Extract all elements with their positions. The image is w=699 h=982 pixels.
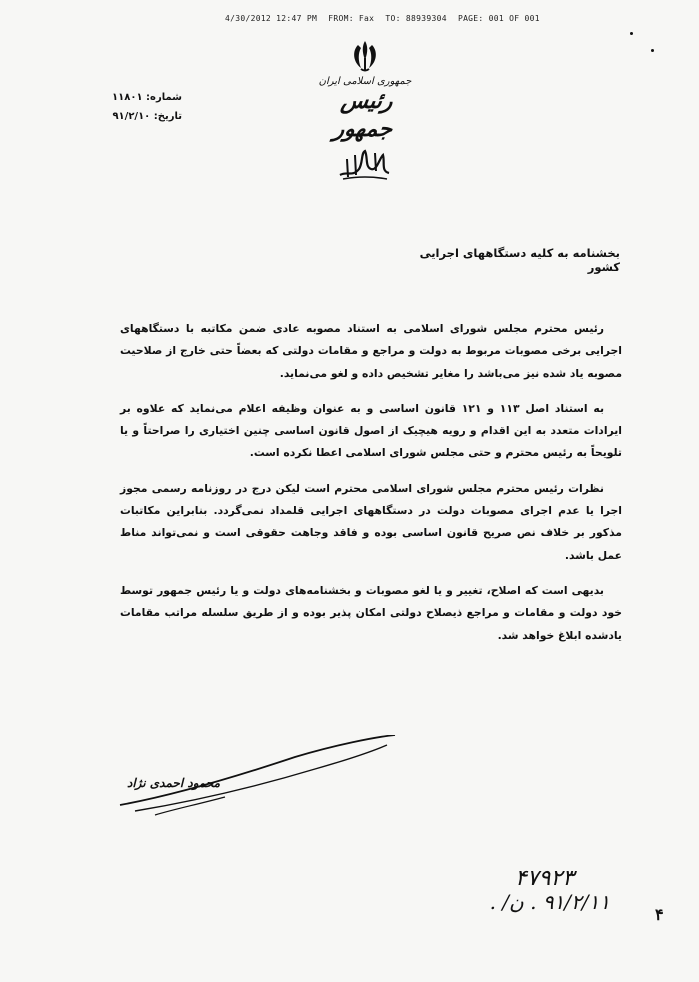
- reference-date: تاریخ: ۹۱/۲/۱۰: [112, 111, 182, 122]
- fax-from: FROM: Fax: [328, 14, 375, 23]
- country-line: جمهوری اسلامی ایران: [318, 76, 412, 87]
- speck: [630, 32, 633, 35]
- paragraph: نظرات رئیس محترم مجلس شورای اسلامی محترم است لیکن درج در روزنامه رسمی مجوز اجرا یا عدم اجرای مصوبات دولت در دستگاههای اجرایی قلمداد نمی‌گردد. بنابراین مکاتبات مذکور بر خلاف نص صریح قانون اساسی بوده و فاقد وجاهت حقوقی است و نمی‌تواند مناط عمل باشد.: [120, 481, 622, 562]
- paragraph: به استناد اصل ۱۱۳ و ۱۲۱ قانون اساسی و به عنوان وظیفه اعلام می‌نماید که علاوه بر ایرادات متعدد به این اقدام و رویه هیچیک از اصول قانون اساسی چنین اختیاری را صراحتاً و یا تلویحاً به رئیس محترم و حتی مجلس شورای اسلامی اعطا نکرده است.: [120, 401, 622, 460]
- letter-body: [120, 318, 622, 660]
- fax-datetime: 4/30/2012 12:47 PM: [225, 14, 318, 23]
- reference-block: [112, 88, 182, 126]
- speck: [651, 49, 654, 52]
- paragraph: رئیس محترم مجلس شورای اسلامی به استناد مصوبه عادی ضمن مکاتبه با دستگاههای اجرایی برخی مصوبات مربوط به دولت و مراجع و مقامات دولتی که بعضاً حتی خارج از صلاحیت مصوبه یاد شده نیز می‌باشد را مغایر تشخیص داده و لغو می‌نماید.: [120, 322, 622, 380]
- fax-to: TO: 88939304: [385, 14, 447, 23]
- letter-title: بخشنامه به کلیه دستگاههای اجرایی کشور: [419, 246, 620, 274]
- letterhead: [310, 38, 420, 183]
- iran-emblem-icon: [347, 38, 383, 74]
- fax-header: [225, 14, 546, 23]
- fax-page-count: PAGE: 001 OF 001: [457, 14, 540, 23]
- handwritten-number: ۴۷۹۲۳: [515, 866, 575, 891]
- paragraph: بدیهی است که اصلاح، تغییر و یا لغو مصوبات و بخشنامه‌های دولت و یا رئیس جمهور توسط خود دولت و مقامات و مراجع ذیصلاح دولتی امکان پذیر بوده و از طریق سلسله مراتب مقامات یادشده ابلاغ خواهد شد.: [120, 583, 622, 642]
- handwritten-date: ۹۱/۲/۱۱ . ن/ .: [489, 890, 610, 914]
- president-title: رئیس جمهور: [331, 88, 395, 142]
- calligraphy-motto-icon: [335, 145, 395, 183]
- handwritten-page-mark: ۴: [655, 905, 664, 924]
- signer-name: محمود احمدی نژاد: [126, 776, 220, 790]
- reference-number: شماره: ۱۱۸۰۱: [112, 92, 182, 103]
